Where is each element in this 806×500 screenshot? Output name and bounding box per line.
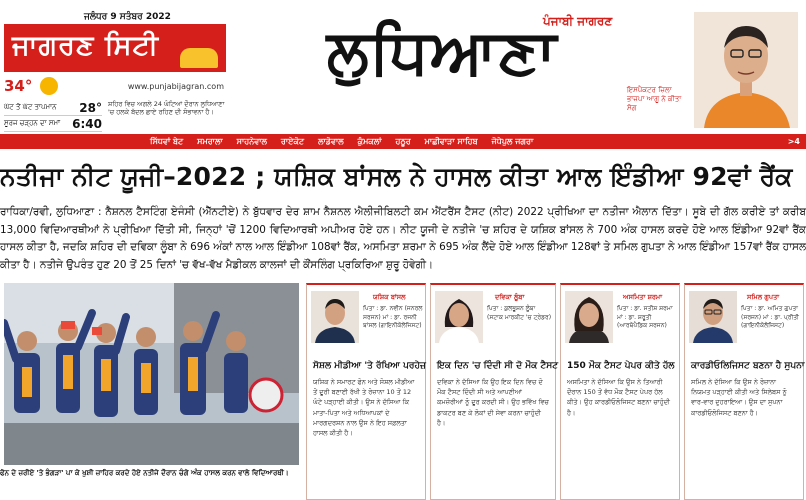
card-title: ਸੋਸ਼ਲ ਮੀਡੀਆ 'ਤੇ ਰੱਖਿਆ ਪਰਹੇਜ਼ bbox=[313, 361, 426, 371]
celebration-photo-image bbox=[4, 283, 299, 465]
profile-card bbox=[430, 283, 556, 500]
brand-tag: ਪੰਜਾਬੀ ਜਾਗਰਣ bbox=[543, 14, 613, 28]
article-lead: ਰਾਧਿਕਾ/ਰਵੀ, ਲੁਧਿਆਣਾ : ਨੈਸ਼ਨਲ ਟੈਸਟਿੰਗ ਏਜੰਸੀ (ਐੱਨਟੀਏ) ਨੇ ਬੁੱਧਵਾਰ ਦੇਰ ਸ਼ਾਮ ਨੈਸ਼ਨਲ ਐਲੀਜੀਬਿਲਟੀ ਕਮ ਐਂਟਰੈਂਸ ਟੈਸਟ (ਨੀਟ) 2022 ਪ੍ਰੀਖਿਆ ਦਾ ਨਤੀਜਾ ਐਲਾਨ ਦਿੱਤਾ। ਸੂਬੇ ਦੀ ਗੱਲ ਕਰੀਏ ਤਾਂ ਕਰੀਬ 13,000 ਵਿਦਿਆਰਥੀਆਂ ਨੇ ਪ੍ਰੀਖਿਆ ਦਿੱਤੀ ਸੀ, ਜਿਨ੍ਹਾਂ 'ਚੋਂ 1200 ਵਿਦਿਆਰਥੀ ਅਪੀਅਰ ਹੋਏ ਹਨ। ਨੀਟ ਯੂਜੀ ਦੇ ਨਤੀਜੇ 'ਚ ਸ਼ਹਿਰ ਦੇ ਯਸ਼ਿਕ ਬਾਂਸਲ ਨੇ 700 ਅੰਕ ਹਾਸਲ ਕਰਦੇ ਹੋਏ ਆਲ ਇੰਡੀਆ 92ਵਾਂ ਰੈਂਕ ਹਾਸਲ ਕੀਤਾ ਹੈ, ਜਦਕਿ ਸ਼ਹਿਰ ਦੀ ਦਵਿਕਾ ਲੂੰਬਾ ਨੇ 696 ਅੰਕਾਂ ਨਾਲ ਆਲ ਇੰਡੀਆ 108ਵਾਂ ਰੈਂਕ, ਅਸਮਿਤਾ ਸ਼ਰਮਾ ਨੇ 695 ਅੰਕ ਲੈਂਦੇ ਹੋਏ ਆਲ ਇੰਡੀਆ 128ਵਾਂ ਤੇ ਸਮਿਲ ਗੁਪਤਾ ਨੇ ਆਲ ਇੰਡੀਆ 157ਵਾਂ ਰੈਂਕ ਹਾਸਲ ਕੀਤਾ ਹੈ। ਨਤੀਜੇ ਉਪਰੰਤ ਹੁਣ 20 ਤੋਂ 25 ਦਿਨਾਂ 'ਚ ਵੱਖ-ਵੱਖ ਮੈਡੀਕਲ ਕਾਲਜਾਂ ਦੀ ਕੌਂਸਲਿੰਗ ਪ੍ਰਕਿਰਿਆ ਸ਼ੁਰੂ ਹੋਵੇਗੀ। bbox=[0, 206, 806, 271]
profile-name: ਦਵਿਕਾ ਲੂੰਬਾ bbox=[495, 293, 525, 301]
profile-name: ਅਸਮਿਤਾ ਸ਼ਰਮਾ bbox=[623, 293, 663, 301]
sun-icon bbox=[40, 77, 58, 95]
nav-item[interactable]: ਸਾਹਨੇਵਾਲ bbox=[236, 136, 267, 146]
student-portrait-icon bbox=[565, 291, 613, 343]
promo-text: ਇਸਪੈਕਟਰ ਜ਼ਿਲਾ ਭਾਜਪਾ ਆਗੂ ਨੇ ਕੀਤਾ ਸੋਗ bbox=[627, 86, 682, 113]
nav-item[interactable]: ਸਮਰਾਲਾ bbox=[197, 136, 223, 146]
photo-caption: ਫੋਨ ਦੇ ਜ਼ਰੀਏ 'ਤੇ ਭੰਗੜਾ' ਪਾ ਕੇ ਖੁਸ਼ੀ ਜ਼ਾਹਿਰ ਕਰਦੇ ਹੋਏ ਨਤੀਜੇ ਦੌਰਾਨ ਚੰਗੇ ਅੰਕ ਹਾਸਲ ਕਰਨ ਵਾਲੇ ਵਿਦਿਆਰਥੀ। bbox=[0, 469, 289, 477]
article-headline: ਨਤੀਜਾ ਨੀਟ ਯੂਜੀ–2022 ; ਯਸ਼ਿਕ ਬਾਂਸਲ ਨੇ ਹਾਸਲ ਕੀਤਾ ਆਲ ਇੰਡੀਆ 92ਵਾਂ ਰੈਂਕ bbox=[0, 162, 793, 191]
profile-parents: ਪਿਤਾ : ਡਾ. ਅਮਿਤ ਗੁਪਤਾ (ਸਰਜਨ) ਮਾਂ : ਡਾ. ਪ੍ਰੀਤੀ (ਗਾਇਨੀਕੋਲੋਜਿਸਟ) bbox=[741, 305, 799, 329]
card-body: ਯਸ਼ਿਕ ਨੇ ਸਮਾਰਟ ਫੋਨ ਅਤੇ ਸੋਸ਼ਲ ਮੀਡੀਆ ਤੋਂ ਦੂਰੀ ਬਣਾਈ ਰੱਖੀ ਤੇ ਰੋਜ਼ਾਨਾ 10 ਤੋਂ 12 ਘੰਟੇ ਪੜ੍ਹਾਈ ਕੀਤੀ। ਉਸ ਨੇ ਦੱਸਿਆ ਕਿ ਮਾਤਾ-ਪਿਤਾ ਅਤੇ ਅਧਿਆਪਕਾਂ ਦੇ ਮਾਰਗਦਰਸ਼ਨ ਨਾਲ ਉਸ ਨੇ ਇਹ ਸਫ਼ਲਤਾ ਹਾਸਲ ਕੀਤੀ ਹੈ। bbox=[313, 378, 415, 438]
nav-item[interactable]: ਲਾਡੋਵਾਲ bbox=[318, 136, 344, 146]
weather-bar bbox=[4, 74, 224, 98]
profile-card bbox=[560, 283, 680, 500]
nav-item[interactable]: ਜੋਧੇਪੁਲ ਜਗਰਾ bbox=[491, 136, 534, 146]
profile-photo bbox=[311, 291, 359, 343]
profile-card bbox=[684, 283, 804, 500]
profile-name: ਯਸ਼ਿਕ ਬਾਂਸਲ bbox=[373, 293, 406, 301]
city-logo bbox=[4, 24, 226, 72]
profile-card bbox=[306, 283, 426, 500]
profile-photo bbox=[435, 291, 483, 343]
sun-row-label: ਸੂਰਜ ਚੜ੍ਹਨ ਦਾ ਸਮਾਂ bbox=[4, 119, 61, 127]
nav-item[interactable]: ਕੁੰਮਕਲਾਂ bbox=[357, 136, 382, 146]
card-title: ਕਾਰਡੀਓਲਿਜਿਸਟ ਬਣਨਾ ਹੈ ਸੁਪਨਾ bbox=[691, 361, 805, 371]
sun-row-label: ਘੱਟ ਤੋਂ ਘੱਟ ਤਾਪਮਾਨ bbox=[4, 103, 57, 111]
profile-photo bbox=[565, 291, 613, 343]
sun-row-value: 28° bbox=[79, 100, 102, 115]
profile-name: ਸਮਿਲ ਗੁਪਤਾ bbox=[747, 293, 780, 301]
page-title: ਲੁਧਿਆਣਾ bbox=[326, 15, 558, 88]
card-body: ਅਸਮਿਤਾ ਨੇ ਦੱਸਿਆ ਕਿ ਉਸ ਨੇ ਤਿਆਰੀ ਦੌਰਾਨ 150 ਤੋਂ ਵੱਧ ਮੌਕ ਟੈਸਟ ਪੇਪਰ ਹੱਲ ਕੀਤੇ। ਉਹ ਕਾਰਡੀਓਲੋਜਿਸਟ ਬਣਨਾ ਚਾਹੁੰਦੀ ਹੈ। bbox=[567, 378, 670, 417]
website-link[interactable]: www.punjabijagran.com bbox=[127, 81, 224, 91]
sun-row bbox=[4, 100, 102, 116]
edition-date: ਜਲੰਧਰ 9 ਸਤੰਬਰ 2022 bbox=[84, 12, 171, 22]
nav-item[interactable]: ਮਾਛੀਵਾੜਾ ਸਾਹਿਬ bbox=[424, 136, 478, 146]
person-portrait-icon bbox=[694, 12, 798, 128]
logo-accent-icon bbox=[180, 48, 218, 68]
sun-row bbox=[4, 116, 102, 132]
promo-photo bbox=[694, 12, 798, 128]
profile-parents: ਪਿਤਾ : ਡਾ. ਸਤੀਸ਼ ਸ਼ਰਮਾ ਮਾਂ : ਡਾ. ਸ਼ਰੂਤੀ (ਆਰਥੋਪੈਡਿਕ ਸਰਜਨ) bbox=[617, 305, 673, 329]
nav-item[interactable]: ਸਿੱਧਵਾਂ ਬੇਟ bbox=[150, 136, 184, 146]
nav-item[interactable]: ਰਾਏਕੋਟ bbox=[280, 136, 305, 146]
locality-nav bbox=[0, 134, 806, 149]
student-portrait-icon bbox=[435, 291, 483, 343]
temperature: 34° bbox=[4, 77, 33, 95]
sun-row-value: 6:40 bbox=[72, 116, 102, 131]
weather-brief: ਸ਼ਹਿਰ ਵਿਚ ਅਗਲੇ 24 ਘੰਟਿਆਂ ਦੌਰਾਨ ਲੁਧਿਆਣਾ 'ਚ ਹਲਕੇ ਬੱਦਲ ਛਾਏ ਰਹਿਣ ਦੀ ਸੰਭਾਵਨਾ ਹੈ। bbox=[108, 100, 225, 117]
profile-photo bbox=[689, 291, 737, 343]
profile-parents: ਪਿਤਾ : ਡਾ. ਨਵੀਨ (ਜਨਰਲ ਸਰਜਨ) ਮਾਂ : ਡਾ. ਰਜਨੀ ਬਾਂਸਲ (ਗਾਇਨੀਕੋਲੋਜਿਸਟ) bbox=[363, 305, 423, 329]
card-body: ਸਮਿਲ ਨੇ ਦੱਸਿਆ ਕਿ ਉਸ ਨੇ ਰੋਜ਼ਾਨਾ ਨਿਯਮਤ ਪੜ੍ਹਾਈ ਕੀਤੀ ਅਤੇ ਸਿਲੇਬਸ ਨੂੰ ਵਾਰ-ਵਾਰ ਦੁਹਰਾਇਆ। ਉਸ ਦਾ ਸੁਪਨਾ ਕਾਰਡੀਓਲੋਜਿਸਟ ਬਣਨਾ ਹੈ। bbox=[691, 378, 787, 417]
nav-item[interactable]: ਹਠੂਰ bbox=[395, 136, 411, 146]
profile-parents: ਪਿਤਾ : ਕੁਲਭੂਸ਼ਨ ਲੂੰਬਾ (ਸਟਾਕ ਮਾਰਕੀਟ 'ਚ ਟ੍ਰੇਡਰ) bbox=[487, 305, 552, 321]
nav-more-button[interactable]: >4 bbox=[787, 137, 800, 146]
city-logo-text: ਜਾਗਰਣ ਸਿਟੀ bbox=[12, 30, 159, 61]
card-title: ਇਕ ਦਿਨ 'ਚ ਦਿੰਦੀ ਸੀ ਦੋ ਮੌਕ ਟੈਸਟ bbox=[437, 361, 558, 371]
student-portrait-icon bbox=[311, 291, 359, 343]
celebration-photo bbox=[4, 283, 299, 465]
card-body: ਦਵਿਕਾ ਨੇ ਦੱਸਿਆ ਕਿ ਉਹ ਇਕ ਦਿਨ ਵਿਚ ਦੋ ਮੌਕ ਟੈਸਟ ਦਿੰਦੀ ਸੀ ਅਤੇ ਆਪਣੀਆਂ ਕਮਜ਼ੋਰੀਆਂ ਨੂੰ ਦੂਰ ਕਰਦੀ ਸੀ। ਉਹ ਭਵਿੱਖ ਵਿਚ ਡਾਕਟਰ ਬਣ ਕੇ ਲੋਕਾਂ ਦੀ ਸੇਵਾ ਕਰਨਾ ਚਾਹੁੰਦੀ ਹੈ। bbox=[437, 378, 549, 427]
student-portrait-icon bbox=[689, 291, 737, 343]
card-title: 150 ਮੌਕ ਟੈਸਟ ਪੇਪਰ ਕੀਤੇ ਹੱਲ bbox=[567, 361, 675, 371]
